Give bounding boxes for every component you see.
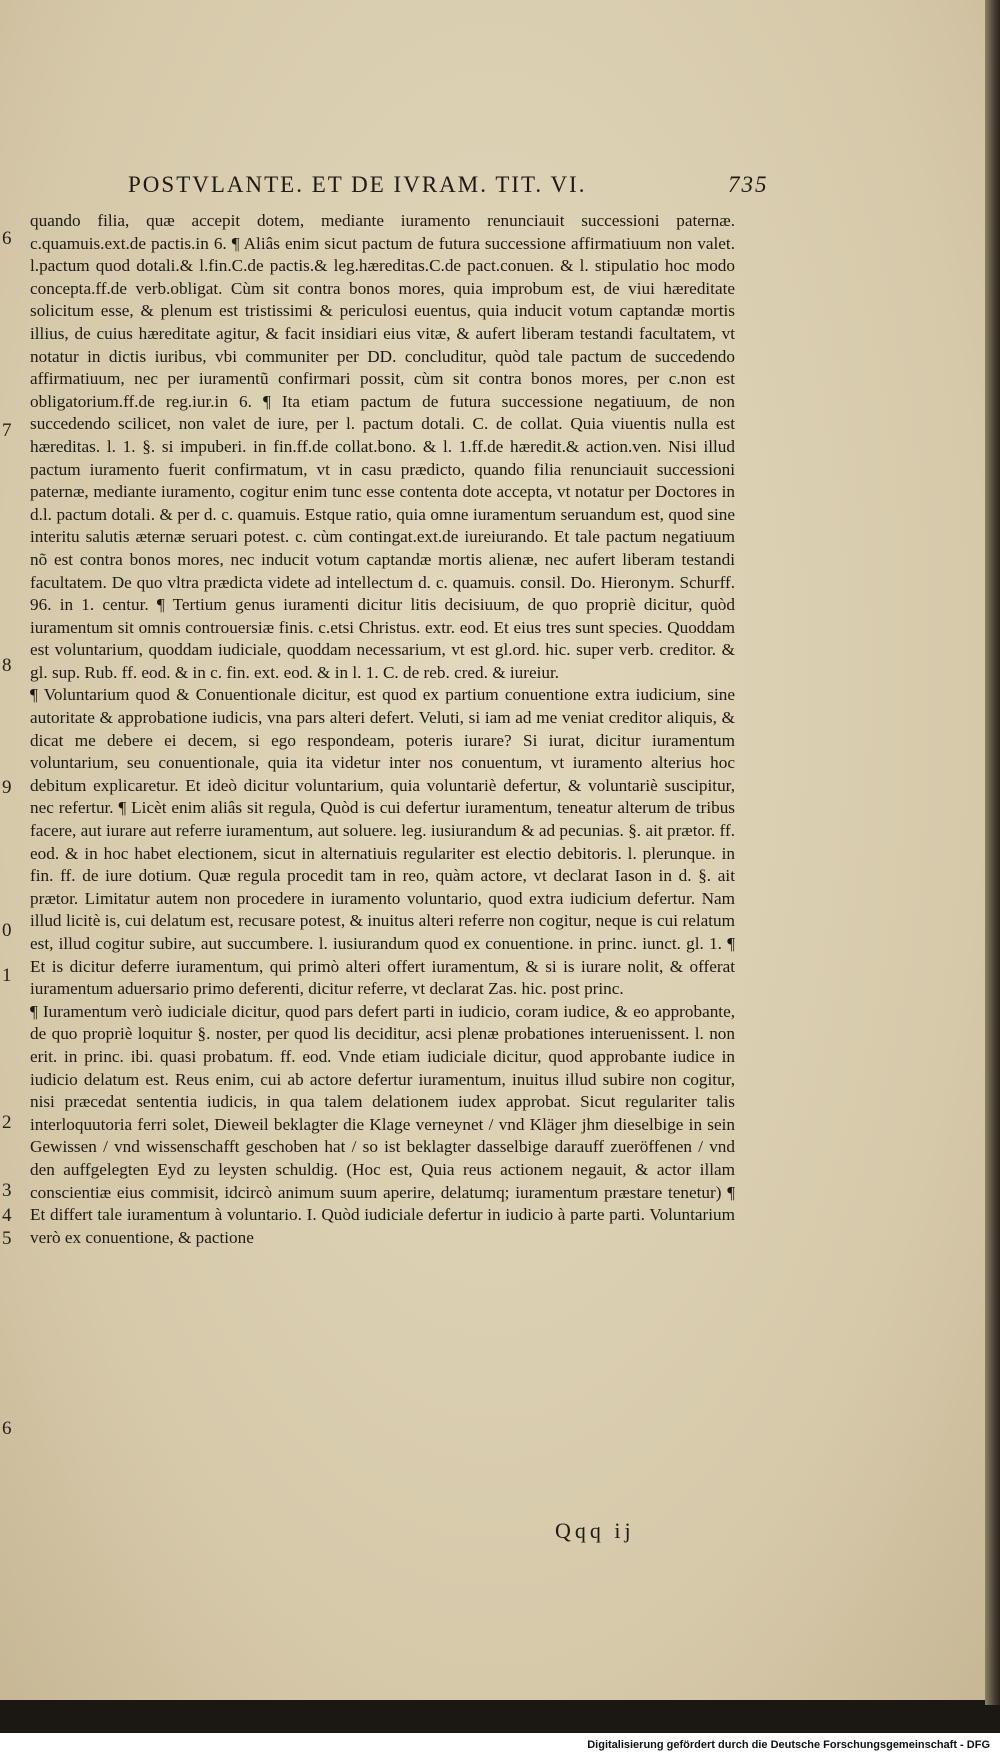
- paragraph: ¶ Voluntarium quod & Conuentionale dicitur, est quod ex partium conuentione extra iudicium, sine autoritate & approbatione iudicis, vna pars alteri defert. Veluti, si iam ad me veniat creditor aliquis, & dicat me debere ei decem, si ego respondeam, poteris iurare? Si iurat, dicitur iuramentum voluntarium, seu conuentionale, quia ita videtur inter nos conuentum, vt iuramento alterius hoc debitum explicaretur. Et ideò dicitur voluntarium, quia voluntariè defertur, & voluntariè suscipitur, nec refertur. ¶ Licèt enim aliâs sit regula, Quòd is cui defertur iuramentum, teneatur alterum de tribus facere, aut iurare aut referre iuramentum, aut soluere. leg. iusiurandum & ad pecunias. §. ait prætor. ff. eod. & in hoc habet electionem, sicut in alternatiuis regulariter est electio debitoris. l. plerunque. in fin. ff. de iure dotium. Quæ regula procedit tam in reo, quàm actore, vt declarat Iason in d. §. ait prætor. Limitatur autem non procedere in iuramento voluntario, quod extra iudicium defertur. Nam illud licitè is, cui delatum est, recusare potest, & inuitus alteri referre non cogitur, neque is cui relatum est, illud cogitur subire, aut succumbere. l. iusiurandum quod ex conuentione. in princ. iunct. gl. 1. ¶ Et is dicitur deferre iuramentum, qui primò alteri offert iuramentum, & si is iurare nolit, & offerat iuramentum aduersario primo deferenti, dicitur referre, vt declarat Zas. hic. post princ.: [30, 685, 735, 999]
- folio-number: 735: [728, 172, 769, 197]
- margin-number: 9: [2, 777, 12, 798]
- signature-mark: Qqq ij: [555, 1518, 635, 1543]
- margin-number: 4: [2, 1205, 12, 1226]
- margin-number: 3: [2, 1180, 12, 1201]
- body-text: [30, 210, 735, 1249]
- margin-number: 8: [2, 655, 12, 676]
- margin-number: 0: [2, 920, 12, 941]
- footer-credit: Digitalisierung gefördert durch die Deutsche Forschungsgemeinschaft - DFG: [587, 1739, 990, 1751]
- margin-number: 6: [2, 1418, 12, 1439]
- footer-bar: [0, 1733, 1000, 1760]
- running-header: [100, 172, 800, 206]
- running-title: POSTVLANTE. ET DE IVRAM. TIT. VI.: [128, 172, 587, 197]
- page-edge: [985, 0, 1000, 1705]
- margin-number: 7: [2, 420, 12, 441]
- paragraph: quando filia, quæ accepit dotem, mediante iuramento renunciauit successioni paternæ. c.quamuis.ext.de pactis.in 6. ¶ Aliâs enim sicut pactum de futura successione affirmatiuum non valet. l.pactum quod dotali.& l.fin.C.de pactis.& leg.hæreditas.C.de pact.conuen. & l. stipulatio hoc modo concepta.ff.de verb.obligat. Cùm sit contra bonos mores, quia improbum est, de viui hæreditate solicitum esse, & plenum est tristissimi & periculosi euentus, quia inducit votum captandæ mortis illius, de cuius hæreditate agitur, & facit insidiari eius vitæ, & aufert liberam testandi facultatem, vt notatur in dictis iuribus, vbi communiter per DD. concluditur, quòd tale pactum de succedendo affirmatiuum, nec per iuramentũ confirmari possit, cùm sit contra bonos mores, per c.non est obligatorium.ff.de reg.iur.in 6. ¶ Ita etiam pactum de futura successione negatiuum, de non succedendo scilicet, non valet de iure, per l. pactum dotali. C. de collat. Quia viuentis nulla est hæreditas. l. 1. §. si impuberi. in fin.ff.de collat.bono. & l. 1.ff.de hæredit.& action.ven. Nisi illud pactum iuramento fuerit confirmatum, vt in casu prædicto, quando filia renunciauit successioni paternæ, mediante iuramento, cogitur enim tunc esse contenta dote accepta, vt notatur per Doctores in d.l. pactum dotali. & per d. c. quamuis. Estque ratio, quia omne iuramentum seruandum est, quod sine interitu salutis æternæ seruari potest. c. cùm contingat.ext.de iureiurando. Et tale pactum negatiuum nõ est contra bonos mores, nec inducit votum captandæ mortis alienæ, nec aufert liberam testandi facultatem. De quo vltra prædicta videte ad intellectum d. c. quamuis. consil. Do. Hieronym. Schurff. 96. in 1. centur. ¶ Tertium genus iuramenti dicitur litis decisiuum, de quo propriè dicitur, quòd iuramentum sit omnis controuersiæ finis. c.etsi Christus. extr. eod. Et eius tres sunt species. Quoddam est voluntarium, quoddam iudiciale, quoddam necessarium, vt est gl.ord. hic. super verb. creditor. & gl. sup. Rub. ff. eod. & in c. fin. ext. eod. & in l. 1. C. de reb. cred. & iureiur.: [30, 211, 735, 682]
- margin-number: 6: [2, 228, 12, 249]
- margin-number: 2: [2, 1112, 12, 1133]
- margin-number: 5: [2, 1228, 12, 1249]
- paragraph: ¶ Iuramentum verò iudiciale dicitur, quod pars defert parti in iudicio, coram iudice, & eo approbante, de quo propriè loquitur §. noster, per quod lis deciditur, acsi plenæ probationes interuenissent. l. non erit. in princ. ibi. quasi probatum. ff. eod. Vnde etiam iudiciale dicitur, quod approbante iudice in iudicio delatum est. Reus enim, cui ab actore defertur iuramentum, inuitus illud subire non cogitur, nisi præcedat sententia iudicis, in qua talem delationem iudex approbat. Sicut regulariter talis interloquutoria ferri solet, Dieweil beklagter die Klage verneynet / vnd Kläger jhm dieselbige in sein Gewissen / vnd wissenschafft geschoben hat / so ist beklagter dasselbige darauff zueröffenen / vnd den auffgelegten Eyd zu leysten schuldig. (Hoc est, Quia reus actionem negauit, & actor illam conscientiæ eius commisit, idcircò animum suum aperire, delatumq; iuramentum præstare tenetur) ¶ Et differt tale iuramentum à voluntario. I. Quòd iudiciale defertur in iudicio à parte parti. Voluntarium verò ex conuentione, & pactione: [30, 1001, 735, 1247]
- margin-number: 1: [2, 965, 12, 986]
